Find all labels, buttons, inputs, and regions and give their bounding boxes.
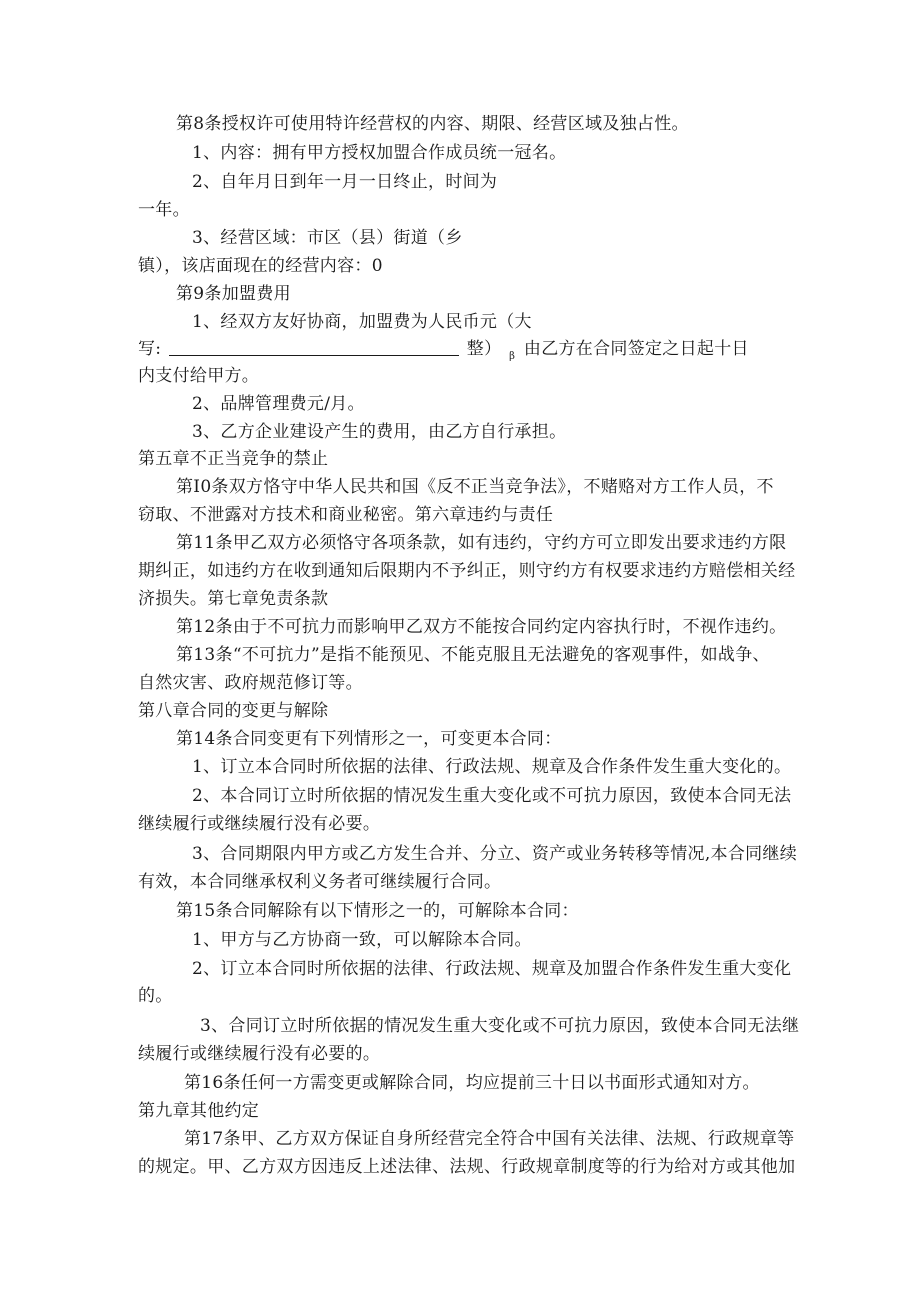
article-9-item-1-end: 内支付给甲方。 (138, 366, 260, 386)
article-14-item-3: 3、合同期限内甲方或乙方发生合并、分立、资产或业务转移等情况,本合同继续 (192, 844, 798, 864)
article-15-item-2-cont: 的。 (138, 986, 173, 1006)
article-16: 第16条任何一方需变更或解除合同，均应提前三十日以书面形式通知对方。 (184, 1073, 760, 1093)
article-15-item-3: 3、合同订立时所依据的情况发生重大变化或不可抗力原因，致使本合同无法继 (200, 1016, 800, 1036)
article-9-heading: 第9条加盟费用 (176, 284, 291, 304)
article-15-item-1: 1、甲方与乙方协商一致，可以解除本合同。 (192, 930, 532, 950)
article-9-item-3: 3、乙方企业建设产生的费用，由乙方自行承担。 (192, 422, 567, 442)
article-11-cont-2: 济损失。第七章免责条款 (138, 589, 329, 609)
article-8-item-2: 2、自年月日到年一月一日终止，时间为 (192, 172, 498, 192)
article-12: 第12条由于不可抗力而影响甲乙双方不能按合同约定内容执行时，不视作违约。 (176, 617, 787, 637)
article-14-item-1: 1、订立本合同时所依据的法律、行政法规、规章及合作条件发生重大变化的。 (192, 757, 792, 777)
article-13: 第13条“不可抗力”是指不能预见、不能克服且无法避免的客观事件，如战争、 (176, 645, 770, 665)
article-17-cont: 的规定。甲、乙方双方因违反上述法律、法规、行政规章制度等的行为给对方或其他加 (138, 1157, 796, 1177)
article-8-item-3-cont: 镇），该店面现在的经营内容：0 (138, 256, 383, 276)
article-8-heading: 第8条授权许可使用特许经营权的内容、期限、经营区域及独占性。 (176, 114, 689, 134)
article-14-item-3-cont: 有效，本合同继承权利义务者可继续履行合同。 (138, 872, 502, 892)
article-11-cont-1: 期纠正，如违约方在收到通知后限期内不予纠正，则守约方有权要求违约方赔偿相关经 (138, 561, 796, 581)
chapter-8-heading: 第八章合同的变更与解除 (138, 701, 329, 721)
fill-label: 写: (138, 339, 162, 359)
article-11: 第11条甲乙双方必须恪守各项条款，如有违约，守约方可立即发出要求违约方限 (176, 533, 787, 553)
article-8-item-2-cont: 一年。 (138, 200, 190, 220)
article-14-item-2: 2、本合同订立时所依据的情况发生重大变化或不可抗力原因，致使本合同无法 (192, 786, 792, 806)
payment-clause: 由乙方在合同签定之日起十日 (523, 339, 749, 359)
article-10: 第I0条双方恪守中华人民共和国《反不正当竞争法》，不赌赂对方工作人员，不 (176, 477, 774, 497)
fill-suffix: 整） (466, 339, 502, 359)
stray-mark: β (509, 351, 516, 362)
chapter-9-heading: 第九章其他约定 (138, 1101, 260, 1121)
article-14: 第14条合同变更有下列情形之一，可变更本合同： (176, 729, 562, 749)
article-14-item-2-cont: 继续履行或继续履行没有必要。 (138, 814, 381, 834)
article-9-item-2: 2、品牌管理费元/月。 (192, 394, 365, 414)
article-15: 第15条合同解除有以下情形之一的，可解除本合同： (176, 901, 579, 921)
article-15-item-2: 2、订立本合同时所依据的法律、行政法规、规章及加盟合作条件发生重大变化 (192, 959, 792, 979)
article-8-item-1: 1、内容：拥有甲方授权加盟合作成员统一冠名。 (192, 143, 567, 163)
fill-in-blank (169, 339, 459, 356)
article-10-cont: 窃取、不泄露对方技术和商业秘密。第六章违约与责任 (138, 505, 554, 525)
article-8-item-3: 3、经营区域：市区（县）街道（乡 (192, 228, 463, 248)
article-9-item-1: 1、经双方友好协商，加盟费为人民币元（大 (192, 312, 532, 332)
chapter-5-heading: 第五章不正当竞争的禁止 (138, 449, 329, 469)
article-15-item-3-cont: 续履行或继续履行没有必要的。 (138, 1044, 381, 1064)
article-13-cont: 自然灾害、政府规范修订等。 (138, 673, 363, 693)
article-17: 第17条甲、乙方双方保证自身所经营完全符合中国有关法律、法规、行政规章等 (184, 1129, 795, 1149)
